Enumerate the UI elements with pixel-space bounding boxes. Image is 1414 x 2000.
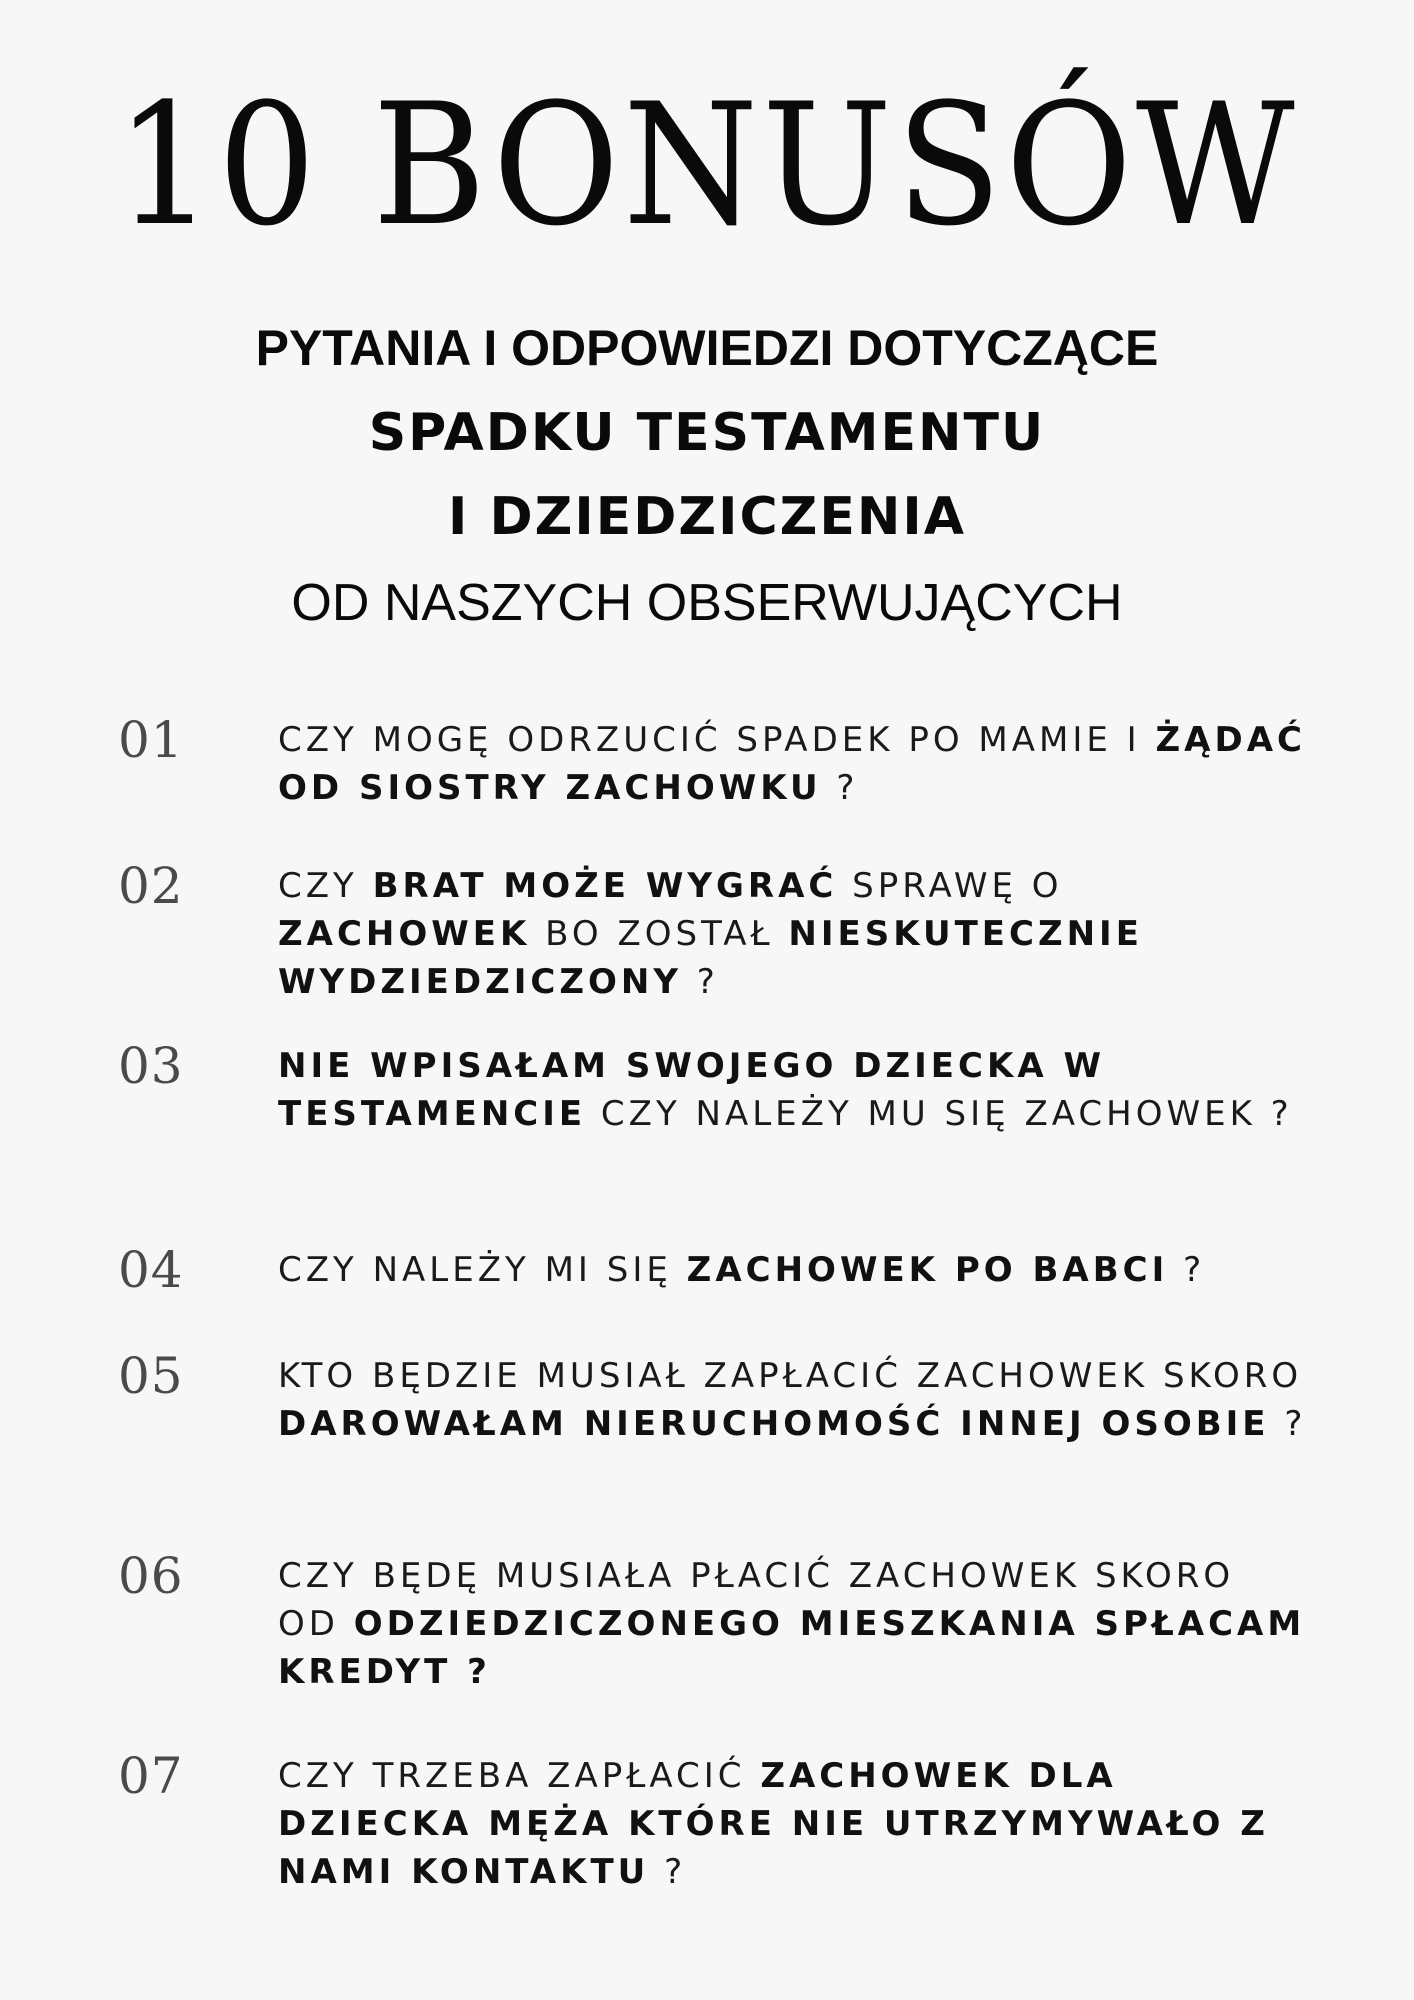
question-number: 02 [118, 857, 184, 915]
question-text-bold: ZACHOWEK DLA DZIECKA MĘŻA KTÓRE NIE UTRZYMYWAŁO Z NAMI KONTAKTU [278, 1756, 1269, 1892]
question-number: 04 [118, 1241, 184, 1299]
question-text-bold: NIE WPISAŁAM SWOJEGO DZIECKA W TESTAMENCIE [278, 1046, 1105, 1134]
question-text-segment: ? [821, 768, 859, 808]
question-text-segment: CZY MOGĘ ODRZUCIĆ SPADEK PO MAMIE I [278, 720, 1156, 760]
question-text-bold: BRAT MOŻE WYGRAĆ [372, 866, 838, 906]
question-text [278, 1552, 1308, 1696]
question-text-bold: NIESKUTECZNIE WYDZIEDZICZONY [278, 914, 1143, 1002]
question-text-bold: ZACHOWEK PO BABCI [686, 1250, 1169, 1290]
question-number: 05 [118, 1347, 184, 1405]
question-text-segment: ? [682, 962, 719, 1002]
subtitle-line-4: OD NASZYCH OBSERWUJĄCYCH [291, 574, 1123, 632]
subtitle-line-2: SPADKU TESTAMENTU [368, 403, 1046, 463]
question-text-segment: KTO BĘDZIE MUSIAŁ ZAPŁACIĆ ZACHOWEK SKORO [278, 1356, 1303, 1396]
question-text [278, 1246, 1308, 1294]
subtitle-line-1: PYTANIA I ODPOWIEDZI DOTYCZĄCE [255, 320, 1159, 376]
question-number: 07 [118, 1747, 184, 1805]
question-text-segment: ? [649, 1852, 687, 1892]
question-text [278, 1352, 1308, 1448]
question-text-segment: CZY BĘDĘ MUSIAŁA PŁACIĆ ZACHOWEK SKORO OD [278, 1556, 1235, 1644]
question-number: 06 [118, 1547, 184, 1605]
question-text-segment: CZY NALEŻY MI SIĘ [278, 1250, 687, 1290]
question-text-segment: CZY NALEŻY MU SIĘ ZACHOWEK ? [586, 1094, 1293, 1134]
question-text-segment: CZY TRZEBA ZAPŁACIĆ [278, 1756, 761, 1796]
question-text-segment: ? [1269, 1404, 1307, 1444]
question-text-segment: CZY [278, 866, 373, 906]
page-title: 10 BONUSÓW [115, 67, 1299, 263]
question-number: 01 [118, 711, 184, 769]
question-text [278, 1042, 1308, 1138]
question-text-segment: SPRAWĘ O [837, 866, 1063, 906]
question-text [278, 716, 1308, 812]
question-text-segment: ? [1168, 1250, 1206, 1290]
question-text-bold: ZACHOWEK [278, 914, 531, 954]
question-text [278, 862, 1308, 1006]
subtitle-line-3: I DZIEDZICZENIA [448, 487, 966, 547]
question-number: 03 [118, 1037, 184, 1095]
question-text-bold: ŻĄDAĆ OD SIOSTRY ZACHOWKU [278, 720, 1306, 808]
question-text-bold: DAROWAŁAM NIERUCHOMOŚĆ INNEJ OSOBIE [278, 1404, 1270, 1444]
question-text-segment: BO ZOSTAŁ [530, 914, 789, 954]
question-text [278, 1752, 1308, 1896]
question-text-bold: ODZIEDZICZONEGO MIESZKANIA SPŁACAM KREDYT ? [278, 1604, 1306, 1692]
